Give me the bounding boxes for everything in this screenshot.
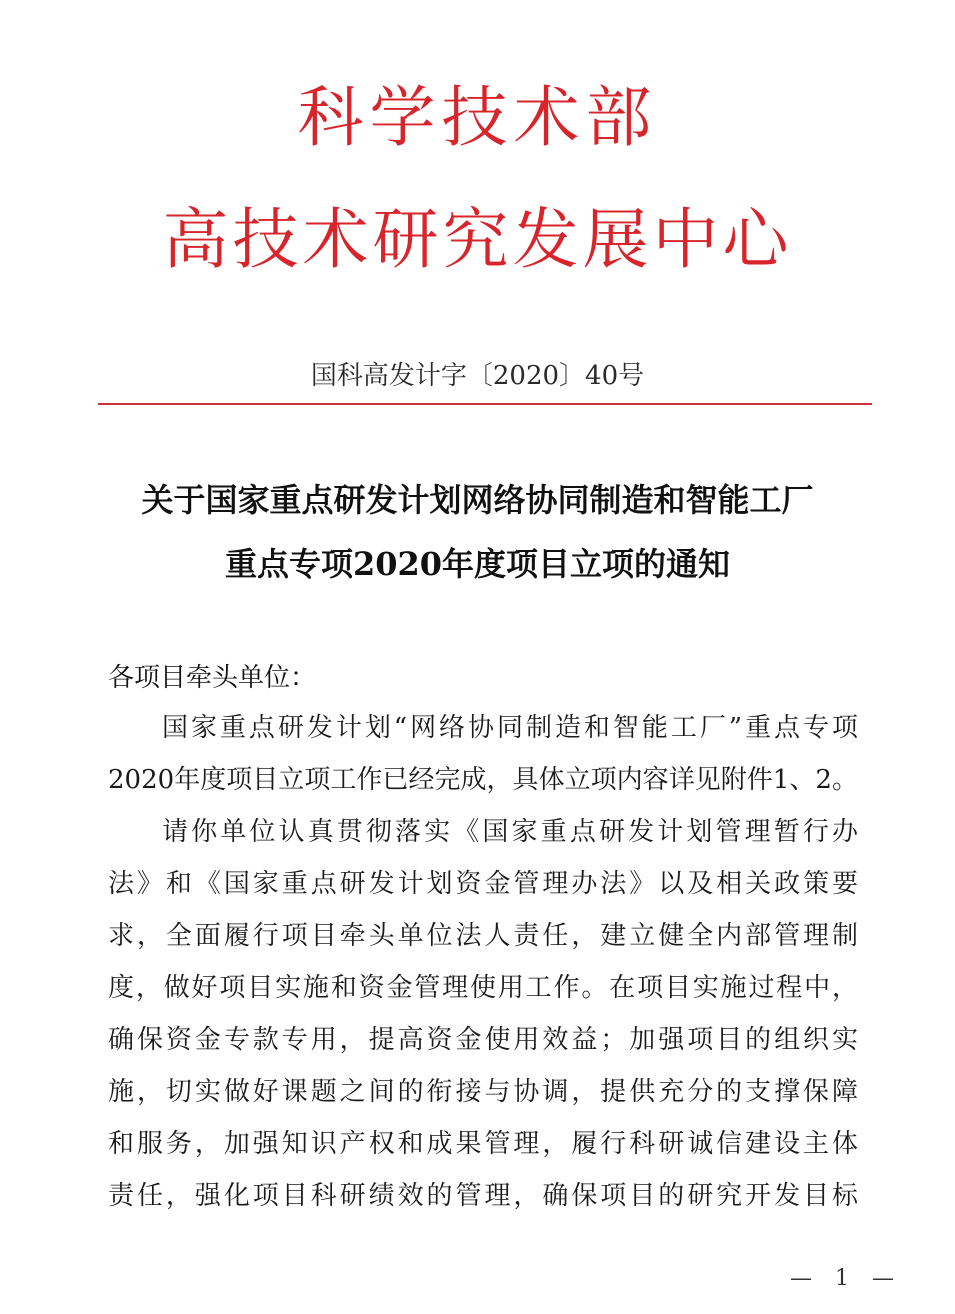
document-number: 国科高发计字〔2020〕40号 — [310, 361, 645, 391]
paragraph-1 — [108, 702, 858, 806]
paragraph-2 — [108, 806, 858, 1222]
document-title-line-1: 关于国家重点研发计划网络协同制造和智能工厂 — [141, 481, 814, 519]
letterhead-ministry: 科学技术部 — [297, 79, 658, 156]
document-title-line-2: 重点专项2020年度项目立项的通知 — [224, 545, 731, 583]
salutation: 各项目牵头单位： — [108, 663, 317, 693]
paragraph-line: 国家重点研发计划“网络协同制造和智能工厂”重点专项 — [162, 713, 858, 743]
paragraph-line: 法》和《国家重点研发计划资金管理办法》以及相关政策要 — [108, 869, 858, 899]
paragraph-line: 责任，强化项目科研绩效的管理，确保项目的研究开发目标 — [108, 1181, 858, 1211]
red-divider — [98, 403, 872, 405]
paragraph-line: 度，做好项目实施和资金管理使用工作。在项目实施过程中， — [108, 973, 858, 1003]
paragraph-line: 和服务，加强知识产权和成果管理，履行科研诚信建设主体 — [108, 1129, 858, 1159]
paragraph-line: 确保资金专款专用，提高资金使用效益；加强项目的组织实 — [108, 1025, 858, 1055]
paragraph-line: 施，切实做好课题之间的衔接与协调，提供充分的支撑保障 — [108, 1077, 858, 1107]
paragraph-line: 求，全面履行项目牵头单位法人责任，建立健全内部管理制 — [108, 921, 858, 951]
page-number: — 1 — — [790, 1266, 902, 1291]
paragraph-line: 2020年度项目立项工作已经完成，具体立项内容详见附件1、2。 — [108, 765, 858, 795]
paragraph-line: 请你单位认真贯彻落实《国家重点研发计划管理暂行办 — [162, 817, 858, 847]
letterhead-center: 高技术研究发展中心 — [162, 201, 793, 278]
